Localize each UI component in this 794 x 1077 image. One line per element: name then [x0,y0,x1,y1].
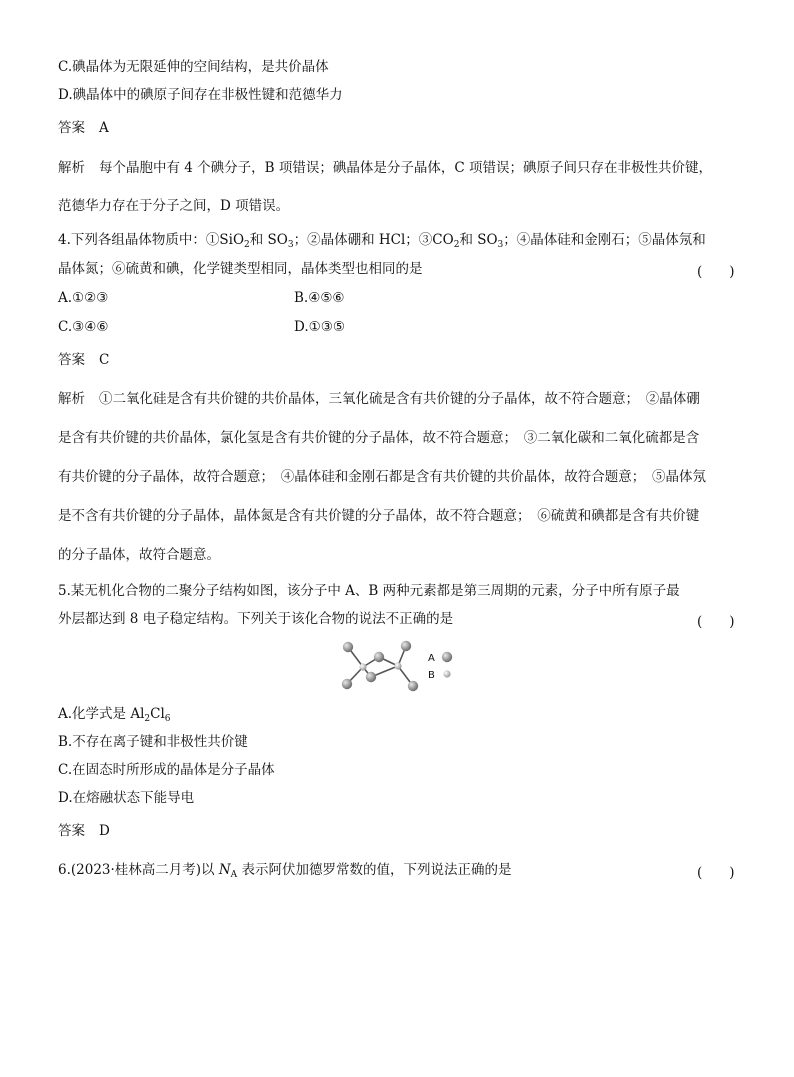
q5-answer-bracket: ( ) [697,614,735,630]
q4-option-b: B.④⑤⑥ [294,290,345,306]
prev-option-d: D.碘晶体中的碘原子间存在非极性键和范德华力 [58,87,343,103]
atom-b-icon [394,662,401,669]
atom-b-icon [359,663,366,670]
q5-option-b: B.不存在离子键和非极性共价键 [58,734,248,750]
q4-analysis-line-1: 解析 ①二氧化硅是含有共价键的共价晶体，三氧化硫是含有共价键的分子晶体，故不符合题意； ②晶体硼 [58,391,700,407]
legend-atom-a-icon [442,652,452,662]
q5-option-a: A.化学式是 $Al_2Cl_6$ [58,706,171,724]
q4-analysis-line-4: 是不含有共价键的分子晶体，晶体氮是含有共价键的分子晶体，故不符合题意； ⑥硫黄和碘都是含有共价键 [58,508,700,524]
q4-analysis-line-5: 的分子晶体，故符合题意。 [58,547,220,563]
prev-option-c: C.碘晶体为无限延伸的空间结构，是共价晶体 [58,59,329,75]
q6-answer-bracket: ( ) [697,865,735,881]
q4-stem-line-1: 4.下列各组晶体物质中：①SiO$_2$和 $SO_3$；②晶体硼和 HCl；$③CO_2$和 $SO_3$；④晶体硅和金刚石；⑤晶体氖和 [58,232,706,250]
prev-analysis-line-1: 解析 每个晶胞中有 4 个碘分子，B 项错误；碘晶体是分子晶体，C 项错误；碘原子间只存在非极性共价键， [58,160,713,176]
q5-answer [58,822,110,840]
legend-label-a: A [428,653,435,664]
answer-label: 答案 [58,352,85,368]
atom-a-icon [401,641,411,651]
q4-option-d: D.①③⑤ [294,319,345,335]
answer-label: 答案 [58,120,85,136]
atom-a-icon [342,679,352,689]
dimer-structure-figure [330,636,470,696]
q5-option-c: C.在固态时所形成的晶体是分子晶体 [58,762,275,778]
atom-a-icon [408,681,418,691]
q4-stem-line-2: 晶体氮；⑥硫黄和碘，化学键类型相同，晶体类型也相同的是 [58,261,423,277]
q4-analysis-line-3: 有共价键的分子晶体，故符合题意； ④晶体硅和金刚石都是含有共价键的共价晶体，故符合题意； ⑤晶体氖 [58,469,706,485]
legend-atom-b-icon [443,670,450,677]
prev-analysis-line-2: 范德华力存在于分子之间，D 项错误。 [58,198,290,214]
q4-option-c: C.③④⑥ [58,319,109,335]
atom-a-icon [343,642,353,652]
q5-option-d: D.在熔融状态下能导电 [58,790,195,806]
analysis-label: 解析 [58,391,85,407]
q4-answer [58,351,109,369]
answer-value: C [99,352,110,368]
q6-stem: 6.(2023·桂林高二月考)以 $N_A$ 表示阿伏加德罗常数的值，下列说法正确的是 [58,862,512,880]
q4-option-a: A.①②③ [58,290,109,306]
q4-analysis-line-2: 是含有共价键的共价晶体，氯化氢是含有共价键的分子晶体，故不符合题意； ③二氧化碳和二氧化硫都是含 [58,430,700,446]
prev-answer [58,119,109,137]
q5-stem-line-1: 5.某无机化合物的二聚分子结构如图，该分子中 A、B 两种元素都是第三周期的元素，分子中所有原子最 [58,583,680,599]
answer-value: D [99,823,110,839]
q4-answer-bracket: ( ) [697,264,735,280]
atom-a-icon [374,652,384,662]
answer-value: A [99,120,109,136]
atom-a-icon [366,672,376,682]
legend-label-b: B [428,670,435,681]
analysis-label: 解析 [58,160,85,176]
answer-label: 答案 [58,823,85,839]
q5-stem-line-2: 外层都达到 8 电子稳定结构。下列关于该化合物的说法不正确的是 [58,611,454,627]
